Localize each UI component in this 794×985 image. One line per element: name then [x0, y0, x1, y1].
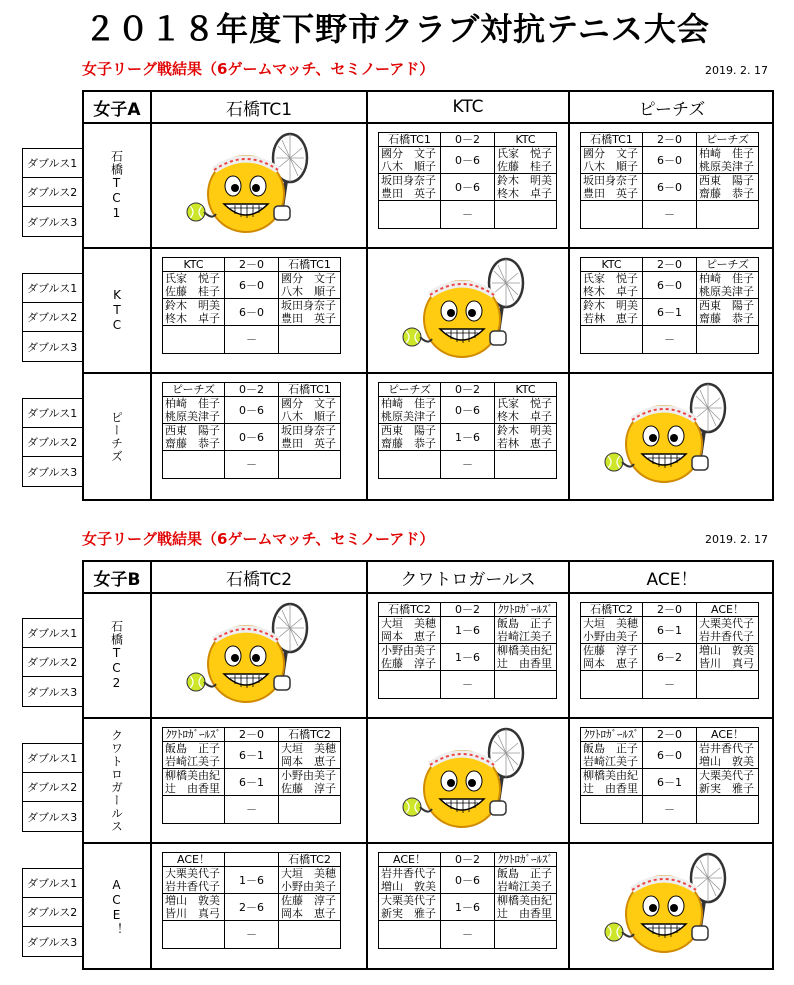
- match-table: [162, 257, 341, 354]
- section-subtitle: 女子リーグ戦結果（6ゲームマッチ、セミノーアド）: [82, 60, 435, 78]
- match-table: [580, 727, 759, 824]
- player-name: 佐藤 桂子: [495, 160, 557, 174]
- player-name: 齋藤 恭子: [379, 437, 441, 451]
- row-team-name: KTC: [110, 288, 124, 333]
- player-name: [697, 326, 759, 354]
- game-score: 6－2: [643, 644, 697, 671]
- game-score: 0－6: [441, 174, 495, 201]
- doubles-label: ダブルス2: [23, 773, 82, 802]
- doubles-label: ダブルス2: [23, 428, 82, 457]
- match-total-score: 2－0: [643, 728, 697, 742]
- player-name: 國分 文子: [379, 147, 441, 161]
- player-name: 八木 順子: [379, 160, 441, 174]
- match-team-name: ピーチズ: [697, 133, 759, 147]
- match-cell: [570, 124, 774, 249]
- player-name: 飯島 正子: [495, 867, 557, 881]
- game-score: －: [225, 921, 279, 949]
- match-table: [162, 852, 341, 949]
- player-name: 飯島 正子: [163, 742, 225, 756]
- player-name: 岩崎江美子: [163, 755, 225, 769]
- doubles-labels: [22, 398, 82, 487]
- match-cell: [570, 594, 774, 719]
- doubles-label: ダブルス3: [27, 685, 78, 699]
- player-name: 柏崎 佳子: [697, 272, 759, 286]
- game-score: 1－6: [441, 617, 495, 644]
- doubles-label: ダブルス3: [27, 340, 78, 354]
- player-name: 西東 陽子: [163, 424, 225, 438]
- match-total-score: 0－2: [225, 383, 279, 397]
- match-team-name: ACE！: [163, 853, 225, 867]
- match-table: [580, 257, 759, 354]
- match-team-name: ACE！: [697, 728, 759, 742]
- game-score: －: [643, 201, 697, 229]
- player-name: 大栗美代子: [697, 769, 759, 783]
- section-date: 2019. 2. 17: [705, 533, 768, 546]
- team-header: クワトロガールス: [368, 562, 570, 594]
- match-cell: [152, 374, 368, 499]
- game-score: －: [441, 451, 495, 479]
- match-cell: [152, 249, 368, 374]
- row-team-name: クワトロガールス: [109, 728, 124, 833]
- player-name: 増山 敦美: [697, 644, 759, 658]
- doubles-label: ダブルス1: [23, 744, 82, 773]
- player-name: 皆川 真弓: [163, 907, 225, 921]
- player-name: 西東 陽子: [697, 174, 759, 188]
- player-name: [495, 451, 557, 479]
- match-team-name: ピーチズ: [379, 383, 441, 397]
- game-score: －: [643, 796, 697, 824]
- player-name: 岩井香代子: [379, 867, 441, 881]
- player-name: 小野由美子: [379, 644, 441, 658]
- doubles-labels: [22, 743, 82, 832]
- team-header: 石橋TC1: [152, 92, 368, 124]
- player-name: [163, 326, 225, 354]
- match-team-name: ｸﾜﾄﾛｶﾞｰﾙｽﾞ: [495, 853, 557, 867]
- player-name: 新実 雅子: [697, 782, 759, 796]
- section-subtitle: 女子リーグ戦結果（6ゲームマッチ、セミノーアド）: [82, 530, 435, 548]
- player-name: 坂田身奈子: [581, 174, 643, 188]
- match-cell: [368, 374, 570, 499]
- player-name: 國分 文子: [279, 397, 341, 411]
- player-name: 柳橋美由紀: [581, 769, 643, 783]
- match-total-score: 0－2: [441, 853, 495, 867]
- player-name: 豊田 英子: [279, 312, 341, 326]
- match-total-score: 0－2: [441, 603, 495, 617]
- player-name: [163, 921, 225, 949]
- player-name: 桃原美津子: [697, 160, 759, 174]
- grid-corner-label: 女子B: [84, 562, 152, 594]
- player-name: 辻 由香里: [495, 657, 557, 671]
- player-name: 國分 文子: [279, 272, 341, 286]
- player-name: 國分 文子: [581, 147, 643, 161]
- player-name: 辻 由香里: [163, 782, 225, 796]
- match-cell: [368, 124, 570, 249]
- doubles-label: ダブルス2: [23, 303, 82, 332]
- game-score: 6－1: [643, 617, 697, 644]
- player-name: 辻 由香里: [581, 782, 643, 796]
- game-score: －: [225, 326, 279, 354]
- match-total-score: 0－2: [441, 133, 495, 147]
- row-team-name: 石橋TC2: [109, 620, 124, 691]
- player-name: 西東 陽子: [379, 424, 441, 438]
- match-table: [378, 852, 557, 949]
- doubles-label: ダブルス1: [23, 149, 82, 178]
- doubles-label: ダブルス3: [27, 935, 78, 949]
- player-name: [279, 796, 341, 824]
- player-name: 小野由美子: [279, 769, 341, 783]
- match-table: [378, 382, 557, 479]
- game-score: －: [441, 671, 495, 699]
- player-name: 佐藤 淳子: [581, 644, 643, 658]
- player-name: [495, 921, 557, 949]
- player-name: 豊田 英子: [279, 437, 341, 451]
- player-name: 増山 敦美: [697, 755, 759, 769]
- player-name: 柳橋美由紀: [163, 769, 225, 783]
- league-grid-a: [82, 90, 774, 501]
- match-table: [580, 602, 759, 699]
- row-team-label: [84, 374, 152, 499]
- game-score: 6－0: [643, 147, 697, 174]
- player-name: 八木 順子: [279, 285, 341, 299]
- team-header: ACE！: [570, 562, 774, 594]
- match-team-name: 石橋TC2: [279, 853, 341, 867]
- match-team-name: 石橋TC2: [379, 603, 441, 617]
- player-name: 飯島 正子: [581, 742, 643, 756]
- team-header: 石橋TC2: [152, 562, 368, 594]
- player-name: 辻 由香里: [495, 907, 557, 921]
- tennis-smiley-icon: [394, 253, 544, 371]
- player-name: 八木 順子: [279, 410, 341, 424]
- player-name: 若林 恵子: [581, 312, 643, 326]
- player-name: 岩井香代子: [697, 742, 759, 756]
- player-name: 豊田 英子: [379, 187, 441, 201]
- doubles-labels: [22, 868, 82, 957]
- player-name: 柏崎 佳子: [163, 397, 225, 411]
- player-name: 岡本 恵子: [279, 755, 341, 769]
- player-name: 増山 敦美: [379, 880, 441, 894]
- player-name: 鈴木 明美: [495, 174, 557, 188]
- player-name: 岡本 恵子: [581, 657, 643, 671]
- player-name: 大垣 美穂: [279, 742, 341, 756]
- player-name: 佐藤 淳子: [279, 894, 341, 908]
- match-team-name: KTC: [163, 258, 225, 272]
- player-name: 豊田 英子: [581, 187, 643, 201]
- game-score: －: [441, 201, 495, 229]
- player-name: 齋藤 恭子: [163, 437, 225, 451]
- match-table: [378, 602, 557, 699]
- player-name: 鈴木 明美: [581, 299, 643, 313]
- player-name: [697, 671, 759, 699]
- match-total-score: 2－0: [643, 603, 697, 617]
- player-name: 八木 順子: [581, 160, 643, 174]
- player-name: 佐藤 淳子: [279, 782, 341, 796]
- player-name: [495, 201, 557, 229]
- player-name: 鈴木 明美: [163, 299, 225, 313]
- match-total-score: 2－0: [225, 728, 279, 742]
- player-name: [697, 201, 759, 229]
- grid-corner-label: 女子A: [84, 92, 152, 124]
- game-score: 6－1: [643, 299, 697, 326]
- match-team-name: 石橋TC1: [279, 383, 341, 397]
- player-name: 佐藤 桂子: [163, 285, 225, 299]
- game-score: 0－6: [441, 867, 495, 894]
- match-cell: [570, 249, 774, 374]
- player-name: 氏家 悦子: [581, 272, 643, 286]
- tennis-smiley-icon: [394, 723, 544, 841]
- player-name: 坂田身奈子: [279, 299, 341, 313]
- player-name: 大栗美代子: [697, 617, 759, 631]
- player-name: 柳橋美由紀: [495, 644, 557, 658]
- match-team-name: ｸﾜﾄﾛｶﾞｰﾙｽﾞ: [581, 728, 643, 742]
- player-name: 柊木 卓子: [495, 187, 557, 201]
- row-team-label: [84, 249, 152, 374]
- player-name: 坂田身奈子: [279, 424, 341, 438]
- player-name: 小野由美子: [581, 630, 643, 644]
- match-total-score: 0－2: [441, 383, 495, 397]
- match-cell: [570, 719, 774, 844]
- game-score: 1－6: [441, 424, 495, 451]
- player-name: 皆川 真弓: [697, 657, 759, 671]
- player-name: 若林 恵子: [495, 437, 557, 451]
- player-name: [495, 671, 557, 699]
- match-cell: [152, 124, 368, 249]
- player-name: [163, 451, 225, 479]
- game-score: 6－1: [225, 742, 279, 769]
- match-cell: [368, 594, 570, 719]
- match-cell: [152, 844, 368, 969]
- player-name: [379, 201, 441, 229]
- match-cell: [368, 844, 570, 969]
- player-name: 岩崎江美子: [581, 755, 643, 769]
- match-cell: [152, 594, 368, 719]
- player-name: 桃原美津子: [697, 285, 759, 299]
- tennis-smiley-icon: [178, 128, 328, 246]
- player-name: 柊木 卓子: [581, 285, 643, 299]
- doubles-label: ダブルス2: [23, 898, 82, 927]
- match-team-name: KTC: [495, 133, 557, 147]
- match-team-name: ｸﾜﾄﾛｶﾞｰﾙｽﾞ: [495, 603, 557, 617]
- player-name: 小野由美子: [279, 880, 341, 894]
- match-total-score: 2－0: [225, 258, 279, 272]
- player-name: 増山 敦美: [163, 894, 225, 908]
- match-team-name: KTC: [495, 383, 557, 397]
- doubles-labels: [22, 148, 82, 237]
- player-name: 西東 陽子: [697, 299, 759, 313]
- game-score: 1－6: [441, 894, 495, 921]
- match-table: [378, 132, 557, 229]
- player-name: 柊木 卓子: [163, 312, 225, 326]
- tennis-smiley-icon: [596, 848, 746, 966]
- player-name: 坂田身奈子: [379, 174, 441, 188]
- match-cell: [152, 719, 368, 844]
- team-header: ピーチズ: [570, 92, 774, 124]
- match-cell: [570, 844, 774, 969]
- doubles-label: ダブルス2: [23, 178, 82, 207]
- player-name: 大垣 美穂: [581, 617, 643, 631]
- match-team-name: 石橋TC2: [581, 603, 643, 617]
- player-name: [279, 451, 341, 479]
- game-score: 0－6: [441, 397, 495, 424]
- player-name: [581, 796, 643, 824]
- player-name: 大栗美代子: [163, 867, 225, 881]
- player-name: 齋藤 恭子: [697, 187, 759, 201]
- match-team-name: ピーチズ: [697, 258, 759, 272]
- player-name: 柊木 卓子: [495, 410, 557, 424]
- player-name: 岩崎江美子: [495, 630, 557, 644]
- doubles-label: ダブルス1: [23, 619, 82, 648]
- match-cell: [368, 249, 570, 374]
- doubles-label: ダブルス3: [27, 465, 78, 479]
- player-name: [163, 796, 225, 824]
- player-name: 大垣 美穂: [379, 617, 441, 631]
- match-team-name: KTC: [581, 258, 643, 272]
- doubles-label: ダブルス1: [23, 399, 82, 428]
- player-name: 大垣 美穂: [279, 867, 341, 881]
- doubles-label: ダブルス3: [27, 215, 78, 229]
- game-score: 2－6: [225, 894, 279, 921]
- player-name: 岡本 恵子: [379, 630, 441, 644]
- player-name: [581, 326, 643, 354]
- match-total-score: 2－0: [643, 133, 697, 147]
- doubles-label: ダブルス2: [23, 648, 82, 677]
- player-name: 氏家 悦子: [163, 272, 225, 286]
- player-name: 鈴木 明美: [495, 424, 557, 438]
- page-title: ２０１８年度下野市クラブ対抗テニス大会: [84, 10, 710, 48]
- player-name: 氏家 悦子: [495, 147, 557, 161]
- game-score: 1－6: [441, 644, 495, 671]
- team-header: KTC: [368, 92, 570, 124]
- game-score: 6－1: [643, 769, 697, 796]
- match-team-name: ACE！: [379, 853, 441, 867]
- match-team-name: 石橋TC2: [279, 728, 341, 742]
- league-grid-b: [82, 560, 774, 970]
- game-score: 6－0: [643, 742, 697, 769]
- match-total-score: 2－0: [643, 258, 697, 272]
- game-score: 6－0: [643, 174, 697, 201]
- game-score: 0－6: [225, 424, 279, 451]
- player-name: [279, 921, 341, 949]
- player-name: 飯島 正子: [495, 617, 557, 631]
- player-name: 岡本 恵子: [279, 907, 341, 921]
- match-team-name: 石橋TC1: [379, 133, 441, 147]
- match-team-name: ACE！: [697, 603, 759, 617]
- game-score: －: [441, 921, 495, 949]
- player-name: 岩井香代子: [697, 630, 759, 644]
- match-team-name: 石橋TC1: [581, 133, 643, 147]
- doubles-label: ダブルス1: [23, 869, 82, 898]
- player-name: 柏崎 佳子: [379, 397, 441, 411]
- player-name: 佐藤 淳子: [379, 657, 441, 671]
- player-name: 柳橋美由紀: [495, 894, 557, 908]
- match-cell: [368, 719, 570, 844]
- game-score: 6－0: [643, 272, 697, 299]
- row-team-name: ACE！: [109, 877, 124, 936]
- row-team-name: ピーチズ: [109, 410, 124, 463]
- player-name: 岩井香代子: [163, 880, 225, 894]
- match-table: [162, 382, 341, 479]
- tennis-smiley-icon: [178, 598, 328, 716]
- match-cell: [570, 374, 774, 499]
- player-name: [697, 796, 759, 824]
- player-name: 氏家 悦子: [495, 397, 557, 411]
- match-team-name: ピーチズ: [163, 383, 225, 397]
- player-name: 桃原美津子: [379, 410, 441, 424]
- game-score: －: [225, 796, 279, 824]
- player-name: 桃原美津子: [163, 410, 225, 424]
- doubles-labels: [22, 618, 82, 707]
- player-name: [379, 451, 441, 479]
- player-name: [379, 921, 441, 949]
- doubles-label: ダブルス3: [27, 810, 78, 824]
- game-score: －: [225, 451, 279, 479]
- tennis-smiley-icon: [596, 378, 746, 496]
- section-date: 2019. 2. 17: [705, 64, 768, 77]
- row-team-label: [84, 124, 152, 249]
- match-team-name: ｸﾜﾄﾛｶﾞｰﾙｽﾞ: [163, 728, 225, 742]
- player-name: 新実 雅子: [379, 907, 441, 921]
- player-name: [581, 201, 643, 229]
- player-name: 岩崎江美子: [495, 880, 557, 894]
- row-team-name: 石橋TC1: [109, 150, 124, 221]
- match-team-name: 石橋TC1: [279, 258, 341, 272]
- game-score: 6－1: [225, 769, 279, 796]
- player-name: [379, 671, 441, 699]
- game-score: －: [643, 671, 697, 699]
- game-score: 1－6: [225, 867, 279, 894]
- row-team-label: [84, 719, 152, 844]
- player-name: [279, 326, 341, 354]
- player-name: 柏崎 佳子: [697, 147, 759, 161]
- game-score: 0－6: [441, 147, 495, 174]
- game-score: 6－0: [225, 299, 279, 326]
- game-score: 6－0: [225, 272, 279, 299]
- row-team-label: [84, 594, 152, 719]
- game-score: 0－6: [225, 397, 279, 424]
- match-table: [580, 132, 759, 229]
- doubles-label: ダブルス1: [23, 274, 82, 303]
- doubles-labels: [22, 273, 82, 362]
- game-score: －: [643, 326, 697, 354]
- row-team-label: [84, 844, 152, 969]
- player-name: 齋藤 恭子: [697, 312, 759, 326]
- match-total-score: [225, 853, 279, 867]
- player-name: [581, 671, 643, 699]
- player-name: 大栗美代子: [379, 894, 441, 908]
- match-table: [162, 727, 341, 824]
